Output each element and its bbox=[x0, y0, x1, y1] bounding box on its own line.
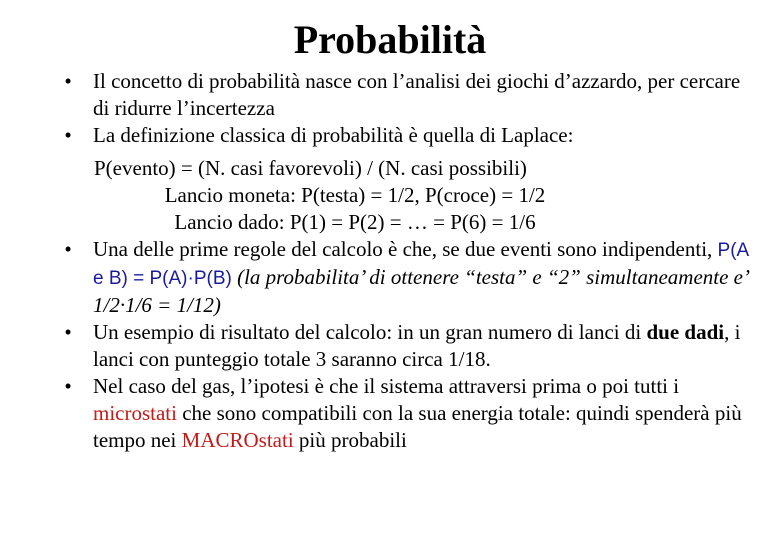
bullet-dot-icon: • bbox=[64, 237, 72, 261]
bullet-dot-icon: • bbox=[64, 69, 72, 93]
bullet-item-independence bbox=[58, 236, 758, 319]
bullet-text: Nel caso del gas, l’ipotesi è che il sistema attraversi prima o poi tutti i bbox=[93, 374, 680, 398]
slide-title: Probabilità bbox=[293, 17, 487, 62]
independence-example: (la probabilita’ di ottenere “testa” e “2” simultaneamente e’ 1/2·1/6 = 1/12) bbox=[93, 265, 748, 317]
example-die: Lancio dado: P(1) = P(2) = … = P(6) = 1/6 bbox=[174, 210, 536, 234]
bullet-text: La definizione classica di probabilità è quella di Laplace: bbox=[93, 123, 574, 147]
bullet-text: Una delle prime regole del calcolo è che, se due eventi sono indipendenti, bbox=[93, 237, 718, 261]
bullet-text: , i lanci con punteggio totale 3 saranno circa 1/18. bbox=[93, 320, 741, 371]
bullet-text: più probabili bbox=[293, 428, 407, 452]
bullet-text: che sono compatibili con la sua energia totale: quindi spenderà più tempo nei bbox=[93, 401, 742, 452]
bullet-dot-icon: • bbox=[64, 320, 72, 344]
two-dice-emphasis: due dadi bbox=[646, 320, 725, 344]
bullet-text: Il concetto di probabilità nasce con l’analisi dei giochi d’azzardo, per cercare di ridurre l’incertezza bbox=[93, 69, 741, 120]
microstati-term: microstati bbox=[93, 401, 177, 425]
macrostati-term: MACROstati bbox=[181, 428, 294, 452]
example-coin: Lancio moneta: P(testa) = 1/2, P(croce) = 1/2 bbox=[164, 183, 546, 207]
bullet-item-dice bbox=[58, 319, 758, 373]
bullet-item-origin bbox=[58, 68, 758, 122]
bullet-dot-icon: • bbox=[64, 374, 72, 398]
bullet-dot-icon: • bbox=[64, 123, 72, 147]
bullet-item-laplace bbox=[58, 122, 758, 149]
independence-formula: P(A e B) = P(A)·P(B) bbox=[93, 240, 749, 289]
slide-body bbox=[58, 68, 758, 454]
laplace-formula: P(evento) = (N. casi favorevoli) / (N. casi possibili) bbox=[94, 156, 527, 180]
bullet-item-gas bbox=[58, 373, 758, 454]
bullet-text: Un esempio di risultato del calcolo: in un gran numero di lanci di bbox=[93, 320, 647, 344]
